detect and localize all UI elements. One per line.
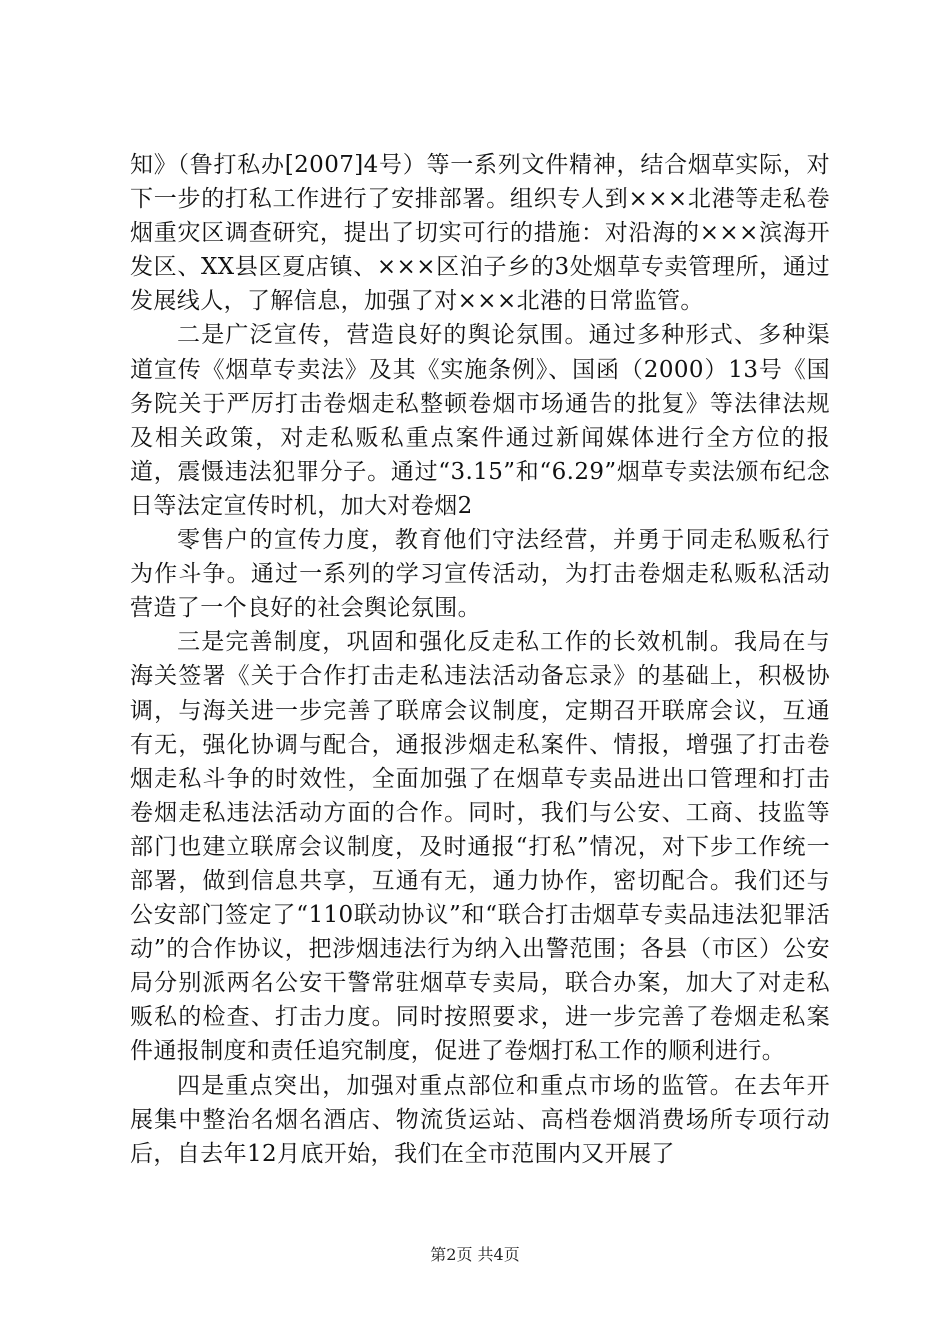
paragraph-1: 知》（鲁打私办[2007]4号）等一系列文件精神，结合烟草实际，对下一步的打私工作进行了安排部署。组织专人到×××北港等走私卷烟重灾区调查研究，提出了切实可行的措施：对沿海的×××滨海开发区、XX县区夏店镇、×××区泊子乡的3处烟草专卖管理所，通过发展线人，了解信息，加强了对×××北港的日常监管。 [130,152,830,315]
paragraph-2: 二是广泛宣传，营造良好的舆论氛围。通过多种形式、多种渠道宣传《烟草专卖法》及其《实施条例》、国函（2000）13号《国务院关于严厉打击卷烟走私整顿卷烟市场通告的批复》等法律法规及相关政策，对走私贩私重点案件通过新闻媒体进行全方位的报道，震慑违法犯罪分子。通过“3.15”和“6.29”烟草专卖法颁布纪念日等法定宣传时机，加大对卷烟2 [130,322,830,519]
paragraph-5: 四是重点突出，加强对重点部位和重点市场的监管。在去年开展集中整治名烟名酒店、物流货运站、高档卷烟消费场所专项行动后，自去年12月底开始，我们在全市范围内又开展了 [130,1072,830,1167]
paragraph-3: 零售户的宣传力度，教育他们守法经营，并勇于同走私贩私行为作斗争。通过一系列的学习宣传活动，为打击卷烟走私贩私活动营造了一个良好的社会舆论氛围。 [130,527,830,622]
page-number-footer: 第2页 共4页 [430,1245,520,1264]
paragraph-4: 三是完善制度，巩固和强化反走私工作的长效机制。我局在与海关签署《关于合作打击走私违法活动备忘录》的基础上，积极协调，与海关进一步完善了联席会议制度，定期召开联席会议，互通有无，强化协调与配合，通报涉烟走私案件、情报，增强了打击卷烟走私斗争的时效性，全面加强了在烟草专卖品进出口管理和打击卷烟走私违法活动方面的合作。同时，我们与公安、工商、技监等部门也建立联席会议制度，及时通报“打私”情况，对下步工作统一部署，做到信息共享，互通有无，通力协作，密切配合。我们还与公安部门签定了“110联动协议”和“联合打击烟草专卖品违法犯罪活动”的合作协议，把涉烟违法行为纳入出警范围；各县（市区）公安局分别派两名公安干警常驻烟草专卖局，联合办案，加大了对走私贩私的检查、打击力度。同时按照要求，进一步完善了卷烟走私案件通报制度和责任追究制度，促进了卷烟打私工作的顺利进行。 [130,629,830,1065]
document-body [130,148,830,1171]
